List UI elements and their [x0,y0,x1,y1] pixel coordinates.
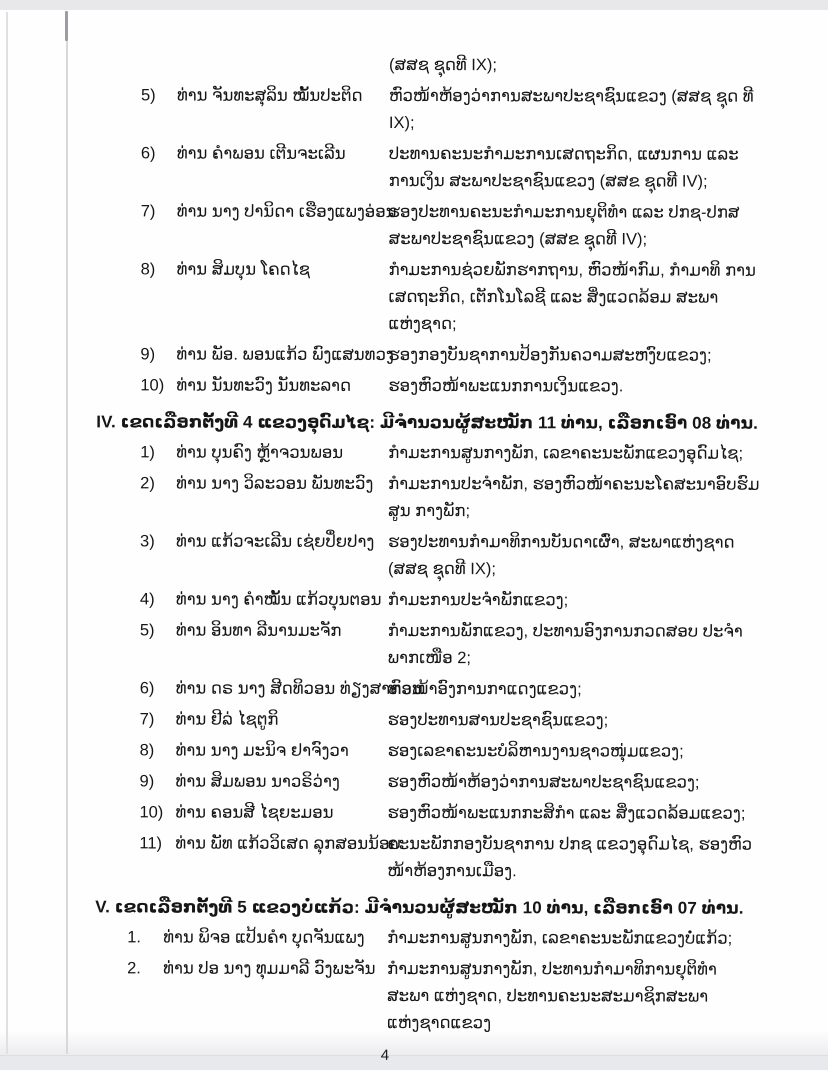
candidate-number: 3) [140,532,155,551]
section-1 [0,51,828,401]
candidate-name: ທ່ານ ນາງ ປານິດາ ເຮືອງແພງອ່ອນ [176,202,397,221]
candidate-number: 8) [139,741,155,760]
candidate-position: ຫົວໜ້າອົງການກາແດງແຂວງ; [387,679,582,699]
candidate-row [0,830,827,886]
candidate-row [0,706,828,735]
candidate-position: ຮອງປະທານຄະນະກຳມະການຍຸຕິທຳ ແລະ ປກຊ-ປກສ ສະພາປະຊາຊົນແຂວງ (ສສຂ ຊຸດທີ IV); [388,202,740,249]
candidate-position: ຮອງປະທານສານປະຊາຊົນແຂວງ; [387,710,609,730]
candidate-name: ທ່ານ ຄອນສີ ໄຊຍະມອນ [175,803,334,822]
candidate-position: ກຳມະການປະຈຳພັກແຂວງ; [387,590,569,610]
candidate-name: ທ່ານ ພັອ. ພອນແກ້ວ ພົງແສນທວງ [176,345,394,364]
candidate-name-cell [140,617,388,645]
candidate-sections [0,51,828,1038]
candidate-number: 5) [140,86,156,105]
candidate-name: ທ່ານ ຈັນທະສຸລິນ ໝັ້ນປະຕິດ [176,86,363,105]
candidate-name: ທ່ານ ນາງ ຄຳໝັ້ນ ແກ້ວບຸນຕອນ [175,590,382,609]
candidate-number: 5) [139,621,155,640]
candidate-number: 1) [140,443,155,462]
candidate-row [1,51,828,80]
candidate-position: ປະທານຄະນະກຳມະການເສດຖະກິດ, ແຜນການ ແລະ ການເງິນ ສະພາປະຊາຊົນແຂວງ (ສສຂ ຊຸດທີ IV); [388,144,739,191]
document-content [0,51,828,1065]
candidate-row [0,586,828,615]
candidate-name: ທ່ານ ບຸນຄົງ ຫຼ້າຈວນພອນ [176,443,344,462]
section-heading: V. ເຂດເລືອກຕັ້ງທີ 5 ແຂວງບໍ່ແກ້ວ: ມີຈຳນວນຜູ້ສະໝັກ 10 ທ່ານ, ເລືອກເອົາ 07 ທ່ານ. [95,897,744,918]
candidate-position: ກຳມະການປະຈຳພັກ, ຮອງຫົວໜ້າຄະນະໂຄສະນາອົບຮົມສູນ ກາງພັກ; [388,474,760,521]
candidate-position: ຮອງຫົວໜ້າຫ້ອງວ່າການສະພາປະຊາຊົນແຂວງ; [387,772,700,792]
candidate-number: 10) [140,376,165,395]
candidate-number: 11) [139,834,163,853]
sheet-edge-dark-mark [65,11,68,41]
candidate-row [0,528,828,584]
candidate-row [0,256,828,339]
section-2 [0,408,828,886]
candidate-number: 9) [140,345,156,364]
candidate-row [0,955,827,1038]
candidate-row [1,198,828,254]
candidate-position: ກຳມະການສູນກາງພັກ, ປະທານກຳມາທິການຍຸຕິທຳ ສະພາ ແຫ່ງຊາດ, ປະທານຄະນະສະມາຊິກສະພາແຫ່ງຊາດແຂວງ [387,959,717,1033]
candidate-name-cell [127,955,387,983]
candidate-position: ກຳມະການຊ່ວຍພັກຮາກຖານ, ຫົວໜ້າກົມ, ກຳມາທິ ການເສດຖະກິດ, ເຕັກໂນໂລຊີ ແລະ ສິ່ງແວດລ້ອມ ສະພາ ແຫ່ງຊາດ; [388,260,756,334]
candidate-number: 1. [127,928,141,947]
candidate-position: (ສສຊ ຊຸດທີ IX); [389,55,498,75]
candidate-position: ຄະນະພັກກອງບັນຊາການ ປກຊ ແຂວງອຸດົມໄຊ, ຮອງຫົວ ໜ້າຫ້ອງການເມືອງ. [387,834,753,881]
candidate-row [1,140,828,196]
candidate-name-cell [140,706,388,734]
candidate-name-cell [140,737,388,765]
candidate-row [0,924,827,953]
candidate-name-cell [139,675,423,703]
candidate-name-cell [140,198,397,226]
candidate-row [0,372,828,401]
candidate-name-cell [140,372,388,400]
candidate-number: 10) [139,803,164,822]
candidate-name: ທ່ານ ນາງ ວິລະວອນ ພັນທະວົງ [176,474,374,493]
candidate-number: 7) [139,710,155,729]
candidate-name: ທ່ານ ດຣ ນາງ ສີດທິວອນ ທ່ຽງສາຄອນ [175,679,423,699]
candidate-name-cell [140,341,394,369]
candidate-position: ຫົວໜ້າຫ້ອງວ່າການສະພາປະຊາຊົນແຂວງ (ສສຊ ຊຸດ ທີ IX); [388,86,754,133]
candidate-name-cell [140,528,388,556]
candidate-name: ທ່ານ ນາງ ມະນິຈ ຢາຈົງວາ [175,741,349,760]
candidate-position: ຮອງເລຂາຄະນະບໍລິຫານງານຊາວໜຸ່ມແຂວງ; [387,741,684,761]
candidate-number: 9) [139,772,155,791]
candidate-name: ທ່ານ ສິມບຸນ ໂຄດໄຊ [176,260,311,279]
candidate-name-cell [141,256,389,284]
candidate-number: 6) [140,144,156,163]
candidate-name: ທ່ານ ສິມພອນ ນາວຣິວ່າງ [175,772,340,791]
candidate-row [0,617,828,673]
candidate-number: 2) [140,474,155,493]
candidate-name-cell [140,439,388,467]
candidate-name: ທ່ານ ພິຈອ ແປ້ນຄຳ ບຸດຈັນແພງ [163,928,365,947]
candidate-position: ກຳມະການພັກແຂວງ, ປະທານອົງການກວດສອບ ປະຈຳພາກເໜືອ 2; [387,621,743,668]
section-3 [0,893,827,1038]
candidate-row [0,737,828,766]
candidate-number: 2. [127,959,141,978]
candidate-position: ກຳມະການສູນກາງພັກ, ເລຂາຄະນະພັກແຂວງອຸດົມໄຊ; [388,443,744,463]
candidate-name-cell [141,82,389,110]
candidate-name-cell [140,768,388,796]
section-heading: IV. ເຂດເລືອກຕັ້ງທີ 4 ແຂວງອຸດົມໄຊ: ມີຈຳນວນຜູ້ສະໝັກ 11 ທ່ານ, ເລືອກເອົາ 08 ທ່ານ. [96,412,758,433]
candidate-position: ຮອງປະທານກຳມາທິການບັນດາເຜົ່າ, ສະພາແຫ່ງຊາດ (ສສຊ ຊຸດທີ IX); [387,532,735,579]
candidate-row [0,768,828,797]
candidate-name-cell [139,799,387,827]
candidate-name-cell [141,51,389,52]
candidate-name-cell [140,586,388,614]
candidate-name: ທ່ານ ອິນທາ ລີນານມະຈັກ [175,621,342,640]
candidate-number: 7) [140,202,156,221]
candidate-row [0,341,828,370]
candidate-row [0,470,828,526]
candidate-name: ທ່ານ ຄຳພອນ ເຕີນຈະເລີນ [176,144,346,163]
candidate-number: 4) [139,590,155,609]
candidate-name-cell [140,470,388,498]
candidate-number: 6) [139,679,155,698]
candidate-name: ທ່ານ ພັທ ແກ້ວວິເສດ ລຸກສອນນ້ອຍ [175,834,401,853]
candidate-name: ທ່ານ ແກ້ວຈະເລີນ ເຊ່ຍປຶ່ຍປາງ [176,532,375,551]
page-number: 4 [380,1046,390,1064]
candidate-position: ຮອງກອງບັນຊາການປ້ອງກັນຄວາມສະຫງົບແຂວງ; [388,345,712,365]
candidate-name: ທ່ານ ຢີລ່ ໄຊຕູກິ [175,710,279,729]
candidate-position: ຮອງຫົວໜ້າພະແນກການເງິນແຂວງ. [388,376,624,396]
candidate-row [0,799,827,828]
candidate-row [1,82,828,138]
candidate-row [0,439,828,468]
candidate-position: ກຳມະການສູນກາງພັກ, ເລຂາຄະນະພັກແຂວງບໍ່ແກ້ວ; [387,928,733,948]
candidate-position: ຮອງຫົວໜ້າພະແນກກະສິກຳ ແລະ ສິ່ງແວດລ້ອມແຂວງ; [387,803,746,823]
candidate-row [0,675,828,704]
candidate-name-cell [139,830,401,858]
candidate-name: ທ່ານ ນັນທະວົງ ນັນທະລາດ [176,376,352,395]
candidate-number: 8) [140,260,156,279]
candidate-name-cell [127,924,387,952]
candidate-name-cell [141,140,389,168]
candidate-name: ທ່ານ ປອ ນາງ ທຸມມາລີ ວົງພະຈັນ [163,959,376,978]
